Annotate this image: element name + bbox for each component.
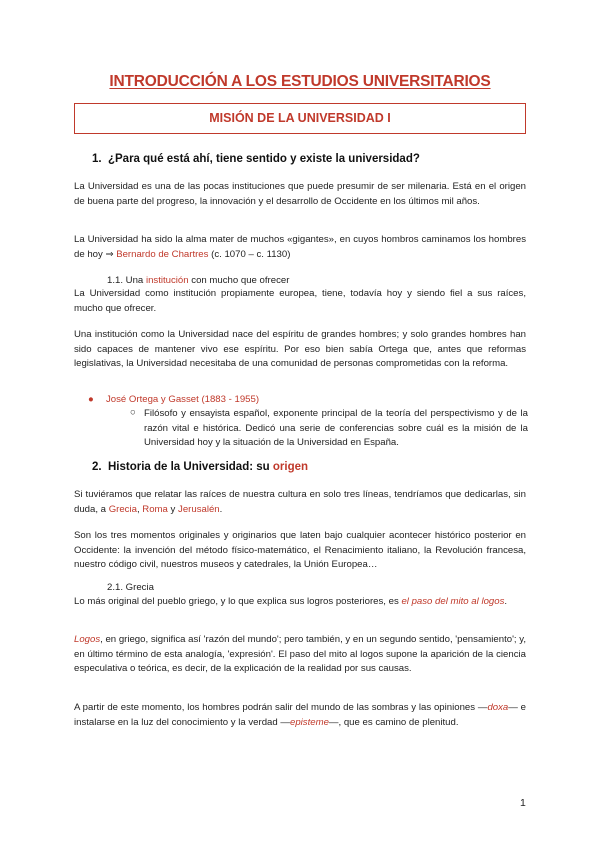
paragraph-8: [74, 633, 526, 677]
origen-link[interactable]: origen: [272, 461, 309, 473]
bullet-circle-icon: ○: [130, 407, 136, 418]
paragraph-7: [74, 595, 526, 610]
paragraph-9-text-a: A partir de este momento, los hombres podrán salir del mundo de las sombras y las opiniones —: [74, 702, 488, 713]
paragraph-4: Una institución como la Universidad nace del espíritu de grandes hombres; y solo grandes hombres han sido capaces de mantener vivo ese espíritu. Por eso bien sabía Ortega que, antes que reformas legislativas, la Universidad necesitaba de una comunidad de personas comprometidas con la reforma.: [74, 329, 526, 369]
period: .: [504, 596, 508, 607]
paragraph-9: [74, 701, 526, 730]
paragraph-2: [74, 233, 526, 262]
paragraph-9-text-c: —, que es camino de plenitud.: [328, 716, 459, 728]
page-number: 1: [520, 797, 526, 809]
bullet-dot-icon: ●: [88, 394, 94, 405]
heading-1-number: 1.: [92, 153, 102, 165]
subheading-1-1-rest: con mucho que ofrecer: [188, 275, 290, 286]
separator: y: [167, 503, 179, 515]
logos-link[interactable]: Logos: [74, 634, 101, 645]
jerusalen-link[interactable]: Jerusalén: [178, 503, 220, 515]
document-title: INTRODUCCIÓN A LOS ESTUDIOS UNIVERSITARIOS: [109, 73, 491, 90]
heading-2: [92, 461, 308, 473]
paragraph-8-text: , en griego, significa así 'razón del mundo'; pero también, y en un segundo sentido, 'pensamiento'; y, en último término de esta analogía, 'expresión'. El paso del mito al logos supone la aparición de la ciencia especulativa o teórica, es decir, de la explicación de la realidad por sus causas.: [74, 634, 526, 674]
section-title-box: [74, 103, 526, 134]
institucion-link[interactable]: institución: [145, 275, 189, 286]
paragraph-9-text-b: — e instalarse en la luz del conocimiento y la verdad —: [74, 702, 526, 728]
heading-1: [92, 153, 420, 165]
paragraph-6: Son los tres momentos originales y originarios que laten bajo cualquier acontecer histórico posterior en Occidente: la invención del método físico-matemático, el Renacimiento italiano, la Revolución francesa, nuestro código civil, nuestros museos y catedrales, la Unión Europea…: [74, 530, 526, 570]
paragraph-7-text: Lo más original del pueblo griego, y lo que explica sus logros posteriores, es: [74, 596, 402, 607]
period: .: [219, 503, 223, 515]
paragraph-1: La Universidad es una de las pocas instituciones que puede presumir de ser milenaria. Está en el origen de buena parte del progreso, la innovación y el desarrollo de Occidente en los últimos mil años.: [74, 181, 526, 207]
section-title: MISIÓN DE LA UNIVERSIDAD I: [209, 111, 391, 125]
paragraph-3: La Universidad como institución propiamente europea, tiene, todavía hoy y siendo fiel a sus raíces, mucho que ofrecer.: [74, 288, 526, 314]
paragraph-5: [74, 488, 526, 517]
separator: ,: [136, 503, 143, 515]
heading-2-text: Historia de la Universidad: su: [107, 461, 273, 473]
paragraph-2-dates: (c. 1070 – c. 1130): [208, 248, 291, 260]
subheading-1-1-label: 1.1. Una: [107, 275, 146, 286]
roma-link[interactable]: Roma: [142, 503, 168, 515]
mito-logos-link[interactable]: el paso del mito al logos: [401, 596, 505, 607]
bernardo-link[interactable]: Bernardo de Chartres: [116, 248, 209, 260]
grecia-link[interactable]: Grecia: [108, 503, 137, 515]
subheading-1-1: [107, 275, 289, 286]
ortega-link[interactable]: José Ortega y Gasset (1883 - 1955): [106, 394, 260, 405]
doxa-link[interactable]: doxa: [487, 702, 509, 713]
subheading-2-1: 2.1. Grecia: [107, 582, 154, 593]
heading-1-text: ¿Para qué está ahí, tiene sentido y existe la universidad?: [107, 153, 420, 165]
ortega-description: Filósofo y ensayista español, exponente principal de la teoría del perspectivismo y de la razón vital e histórica. Dedicó una serie de conferencias sobre cuál es la misión de la Universidad hoy y la situación de la Universidad en España.: [144, 408, 528, 448]
heading-2-number: 2.: [92, 461, 102, 473]
paragraph-2-text: La Universidad ha sido la alma mater de muchos «gigantes», en cuyos hombros caminamos los hombres de hoy ⇒: [74, 234, 526, 260]
paragraph-5-text: Si tuviéramos que relatar las raíces de nuestra cultura en solo tres líneas, tendríamos que dedicarlas, sin duda, a: [74, 489, 526, 515]
bullet-ortega: [88, 394, 259, 405]
episteme-link[interactable]: episteme: [289, 716, 329, 728]
